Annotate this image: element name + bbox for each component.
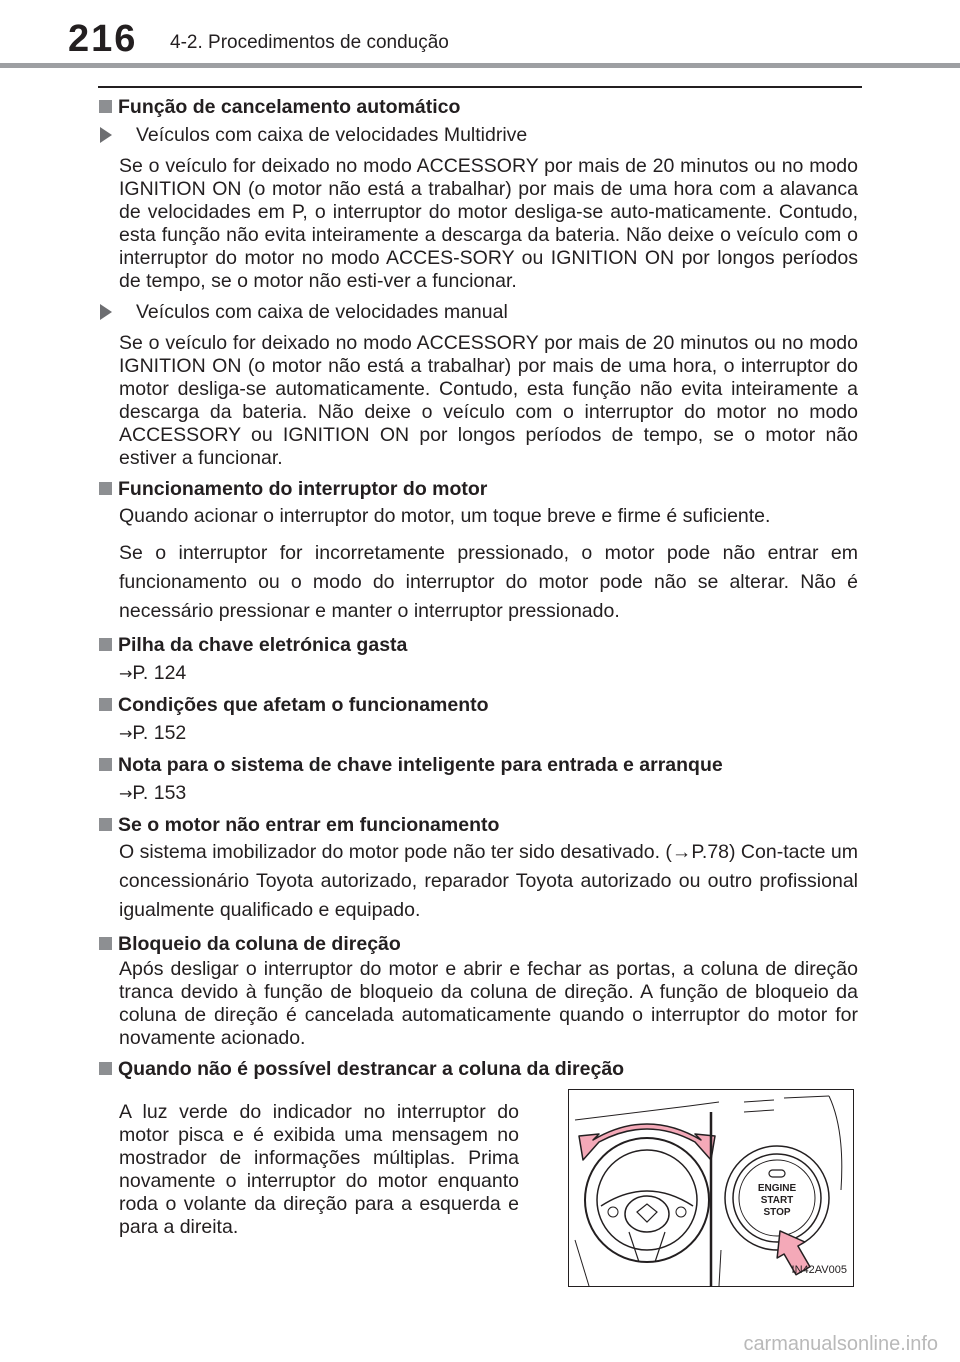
triangle-bullet-icon (100, 127, 112, 143)
section-heading (98, 478, 858, 501)
page-reference[interactable] (98, 662, 858, 685)
heading-text: Função de cancelamento automático (118, 96, 461, 118)
section-heading (98, 96, 858, 119)
subheading (98, 301, 858, 324)
section-heading (98, 933, 858, 956)
engine-start-stop-button (725, 1146, 829, 1250)
paragraph: O sistema imobilizador do motor pode não ter sido desativado. (→P.78) Con-tacte um concessionário Toyota autorizado, reparador Toyota autorizado ou outro profissional igualmente qualificado e equipado. (119, 841, 858, 921)
heading-text: Se o motor não entrar em funcionamento (118, 814, 500, 836)
page-content (98, 96, 858, 1287)
figure-code: IN42AV005 (791, 1264, 847, 1276)
subheading-text: Veículos com caixa de velocidades manual (136, 301, 508, 323)
heading-text: Funcionamento do interruptor do motor (118, 478, 488, 500)
chapter-title: 4-2. Procedimentos de condução (170, 32, 449, 53)
reference-text: P. 124 (132, 662, 187, 684)
heading-text: Condições que afetam o funcionamento (118, 694, 489, 716)
paragraph: Quando acionar o interruptor do motor, um toque breve e firme é suficiente. (119, 505, 771, 527)
paragraph: Se o veículo for deixado no modo ACCESSORY por mais de 20 minutos ou no modo IGNITION ON (o motor não está a trabalhar) por mais de uma hora, o interruptor do motor desliga-se automaticamente. Contudo, esta função não evita inteiramente a descarga da bateria. Não deixe o veículo com o interruptor do motor no modo ACCESSORY ou IGNITION ON por longos períodos de tempo, se o motor não estiver a funcionar. (119, 332, 858, 469)
square-bullet-icon (99, 1062, 112, 1075)
section-heading (98, 814, 858, 837)
section-heading (98, 1058, 858, 1081)
heading-text: Bloqueio da coluna de direção (118, 933, 401, 955)
arrow-right-icon: → (119, 724, 133, 743)
illustration-svg (569, 1090, 853, 1286)
section-rule (98, 86, 862, 88)
paragraph: Se o veículo for deixado no modo ACCESSORY por mais de 20 minutos ou no modo IGNITION ON (o motor não está a trabalhar) por mais de uma hora com a alavanca de velocidades em P, o interruptor do motor desliga-se auto-maticamente. Contudo, esta função não evita inteiramente a descarga da bateria. Não deixe o veículo com o interruptor do motor no modo ACCES-SORY ou IGNITION ON por longos períodos de tempo, se o motor não esti-ver a funcionar. (119, 155, 858, 292)
square-bullet-icon (99, 100, 112, 113)
page-number: 216 (68, 18, 138, 60)
page-reference[interactable] (98, 782, 858, 805)
illustrated-note (98, 1089, 858, 1287)
heading-text: Pilha da chave eletrónica gasta (118, 634, 408, 656)
button-label-stop: STOP (763, 1207, 791, 1218)
arrow-right-icon: → (119, 664, 133, 683)
page-reference[interactable] (98, 722, 858, 745)
steering-and-start-button-illustration (568, 1089, 854, 1287)
button-label-start: START (760, 1195, 794, 1206)
heading-text: Nota para o sistema de chave inteligente para entrada e arranque (118, 754, 723, 776)
square-bullet-icon (99, 698, 112, 711)
section-heading (98, 694, 858, 717)
subheading (98, 124, 858, 147)
square-bullet-icon (99, 818, 112, 831)
reference-text: P. 153 (132, 782, 187, 804)
paragraph: Após desligar o interruptor do motor e abrir e fechar as portas, a coluna de direção tranca devido à função de bloqueio da coluna de direção. A função de bloqueio da coluna de direção é cancelada automaticamente quando o interruptor do motor for novamente acionado. (119, 958, 858, 1049)
triangle-bullet-icon (100, 304, 112, 320)
square-bullet-icon (99, 937, 112, 950)
heading-text: Quando não é possível destrancar a coluna da direção (118, 1058, 625, 1080)
arrow-right-icon: → (119, 784, 133, 803)
paragraph: A luz verde do indicador no interruptor do motor pisca e é exibida uma mensagem no mostrador de informações múltiplas. Prima novamente o interruptor do motor enquanto roda o volante da direção para a esquerda e para a direita. (119, 1101, 519, 1238)
square-bullet-icon (99, 638, 112, 651)
subheading-text: Veículos com caixa de velocidades Multidrive (136, 124, 528, 146)
header-rule (0, 63, 960, 68)
button-label-engine: ENGINE (757, 1183, 797, 1194)
square-bullet-icon (99, 758, 112, 771)
watermark: carmanualsonline.info (743, 1333, 938, 1355)
square-bullet-icon (99, 482, 112, 495)
section-heading (98, 634, 858, 657)
reference-text: P. 152 (132, 722, 187, 744)
section-heading (98, 754, 858, 777)
paragraph: Se o interruptor for incorretamente pressionado, o motor pode não entrar em funcionamento ou o modo do interruptor do motor pode não se alterar. Não é necessário pressionar e manter o interruptor pressionado. (119, 542, 858, 622)
steering-wheel-icon (585, 1138, 709, 1262)
